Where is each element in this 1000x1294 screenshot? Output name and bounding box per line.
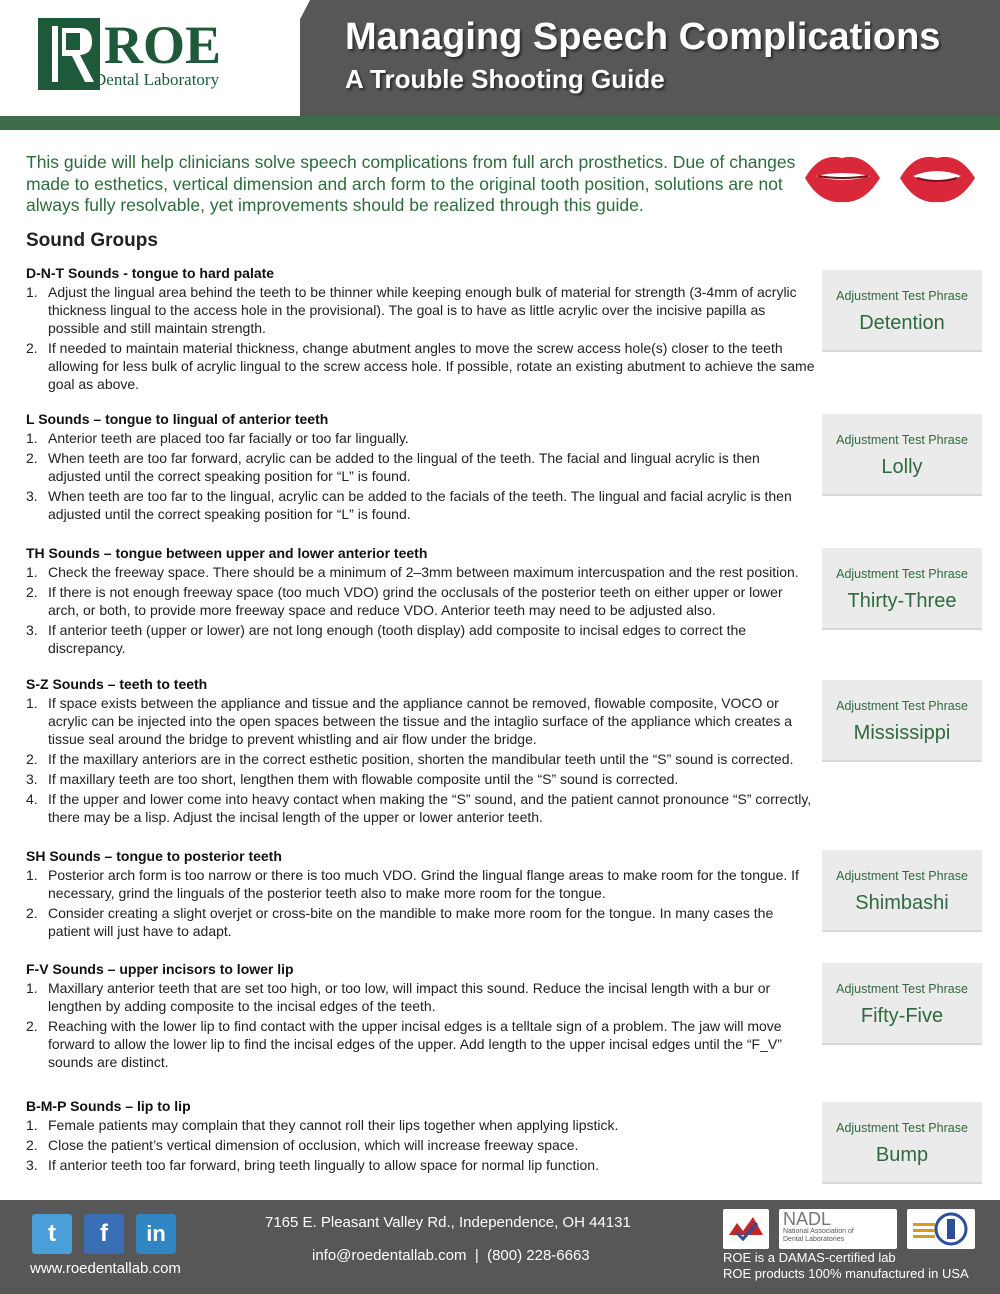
item-number: 1. bbox=[26, 867, 38, 883]
section-sh bbox=[26, 848, 816, 942]
cert-line-1: ROE is a DAMAS-certified lab bbox=[723, 1250, 896, 1265]
item-number: 2. bbox=[26, 1137, 38, 1153]
list-item bbox=[26, 563, 816, 581]
phrase-word: Shimbashi bbox=[855, 892, 949, 914]
contact-separator: | bbox=[474, 1247, 479, 1264]
logo-text: ROE bbox=[104, 15, 222, 75]
cdl-badge bbox=[907, 1209, 975, 1249]
phrase-label: Adjustment Test Phrase bbox=[836, 982, 968, 996]
cert-line-2: ROE products 100% manufactured in USA bbox=[723, 1266, 969, 1281]
email-link[interactable]: info@roedentallab.com bbox=[312, 1247, 467, 1264]
section-bmp bbox=[26, 1098, 816, 1176]
list-item bbox=[26, 1156, 816, 1174]
section-th bbox=[26, 545, 816, 659]
item-number: 2. bbox=[26, 450, 38, 466]
phone-link[interactable]: (800) 228-6663 bbox=[487, 1247, 590, 1264]
item-number: 1. bbox=[26, 430, 38, 446]
list-item bbox=[26, 1136, 816, 1154]
section-title: SH Sounds – tongue to posterior teeth bbox=[26, 848, 282, 864]
phrase-label: Adjustment Test Phrase bbox=[836, 869, 968, 883]
roe-logo-icon bbox=[38, 18, 100, 90]
list-item bbox=[26, 904, 816, 940]
item-number: 3. bbox=[26, 488, 38, 504]
phrase-label: Adjustment Test Phrase bbox=[836, 1121, 968, 1135]
list-item bbox=[26, 283, 816, 337]
item-number: 4. bbox=[26, 791, 38, 807]
item-text: If there is not enough freeway space (too much VDO) grind the occlusals of the posterior teeth on either upper or lower arch, or both, to provide more freeway space and reduce VDO. Anterior teeth may need to be adjusted also. bbox=[48, 584, 783, 618]
item-text: Maxillary anterior teeth that are set too high, or too low, will impact this sound. Reduce the incisal length with a bur or lengthen by adding composite to the incisal edges of the teeth. bbox=[48, 980, 771, 1014]
section-title: TH Sounds – tongue between upper and lower anterior teeth bbox=[26, 545, 428, 561]
list-item bbox=[26, 583, 816, 619]
item-text: When teeth are too far forward, acrylic can be added to the lingual of the teeth. The facial and lingual acrylic is then adjusted until the correct speaking position for “L” is found. bbox=[48, 450, 760, 484]
item-text: Female patients may complain that they cannot roll their lips together when applying lipstick. bbox=[48, 1117, 619, 1133]
list-item bbox=[26, 770, 816, 788]
item-number: 3. bbox=[26, 771, 38, 787]
section-title: B-M-P Sounds – lip to lip bbox=[26, 1098, 191, 1114]
damas-badge bbox=[723, 1209, 769, 1249]
header bbox=[0, 0, 1000, 116]
item-number: 1. bbox=[26, 1117, 38, 1133]
phrase-box-l bbox=[822, 414, 982, 496]
twitter-icon[interactable]: t bbox=[32, 1214, 72, 1254]
item-text: If the upper and lower come into heavy contact when making the “S” sound, and the patient cannot pronounce “S” correctly, there may be a lisp. Adjust the incisal length of the upper or lower anterior teeth. bbox=[48, 791, 812, 825]
item-number: 1. bbox=[26, 695, 38, 711]
phrase-label: Adjustment Test Phrase bbox=[836, 289, 968, 303]
phrase-word: Lolly bbox=[881, 456, 923, 478]
item-text: Close the patient’s vertical dimension of occlusion, which will increase freeway space. bbox=[48, 1137, 579, 1153]
item-number: 3. bbox=[26, 1157, 38, 1173]
page-title: Managing Speech Complications bbox=[345, 16, 941, 58]
section-title: D-N-T Sounds - tongue to hard palate bbox=[26, 265, 275, 281]
list-item bbox=[26, 694, 816, 748]
section-title: S-Z Sounds – teeth to teeth bbox=[26, 676, 208, 692]
list-item bbox=[26, 339, 816, 393]
website-link[interactable]: www.roedentallab.com bbox=[30, 1260, 181, 1277]
phrase-label: Adjustment Test Phrase bbox=[836, 433, 968, 447]
phrase-word: Mississippi bbox=[853, 722, 951, 744]
logo-subtext: Dental Laboratory bbox=[94, 70, 220, 89]
phrase-label: Adjustment Test Phrase bbox=[836, 699, 968, 713]
item-text: Posterior arch form is too narrow or there is too much VDO. Grind the lingual flange areas to make room for the tongue. If necessary, grind the linguals of the posterior teeth also to make more room for the tongue. bbox=[48, 867, 799, 901]
intro-paragraph: This guide will help clinicians solve speech complications from full arch prosthetics. Due of changes made to esthetics, vertical dimension and arch form to the original tooth position, solutions are not always fully resolvable, yet improvements should be realized through this guide. bbox=[26, 152, 796, 215]
sound-groups-heading: Sound Groups bbox=[26, 230, 158, 251]
section-sz bbox=[26, 676, 816, 828]
linkedin-icon[interactable]: in bbox=[136, 1214, 176, 1254]
item-number: 2. bbox=[26, 905, 38, 921]
section-fv bbox=[26, 961, 816, 1073]
lips-icon-right bbox=[900, 157, 975, 202]
phrase-word: Fifty-Five bbox=[860, 1005, 944, 1027]
item-text: Check the freeway space. There should be a minimum of 2–3mm between maximum intercuspation and the rest position. bbox=[48, 564, 799, 580]
list-item bbox=[26, 487, 816, 523]
list-item bbox=[26, 1116, 816, 1134]
phrase-word: Detention bbox=[859, 312, 945, 334]
phrase-box-sh bbox=[822, 850, 982, 932]
roe-logo[interactable] bbox=[38, 15, 238, 90]
section-l bbox=[26, 411, 816, 525]
item-text: If anterior teeth (upper or lower) are not long enough (tooth display) add composite to incisal edges to correct the discrepancy. bbox=[48, 622, 747, 656]
item-number: 1. bbox=[26, 980, 38, 996]
item-number: 3. bbox=[26, 622, 38, 638]
item-text: Reaching with the lower lip to find contact with the upper incisal edges is a telltale sign of a problem. The jaw will move forward to allow the lower lip to find the incisal edges of the upper. Add length to the upper incisal edges until the “F_V” sounds are distinct. bbox=[48, 1018, 782, 1070]
item-text: If needed to maintain material thickness, change abutment angles to move the screw access hole(s) closer to the teeth allowing for less bulk of acrylic lingual to the screw access hole. If possible, rotate an existing abutment to achieve the same goal as above. bbox=[48, 340, 815, 392]
item-number: 1. bbox=[26, 284, 38, 300]
list-item bbox=[26, 750, 816, 768]
item-text: Adjust the lingual area behind the teeth to be thinner while keeping enough bulk of material for strength (3-4mm of acrylic thickness lingual to the access hole in the provisional). The goal is to have as little acrylic over the incisive papilla as possible and still maintain strength. bbox=[48, 284, 797, 336]
footer-address: 7165 E. Pleasant Valley Rd., Independence, OH 44131 bbox=[265, 1214, 631, 1231]
section-dnt bbox=[26, 265, 816, 395]
item-number: 2. bbox=[26, 584, 38, 600]
facebook-icon[interactable]: f bbox=[84, 1214, 124, 1254]
list-item bbox=[26, 1017, 816, 1071]
item-number: 2. bbox=[26, 751, 38, 767]
list-item bbox=[26, 979, 816, 1015]
list-item bbox=[26, 449, 816, 485]
phrase-box-fv bbox=[822, 963, 982, 1045]
phrase-box-dnt bbox=[822, 270, 982, 352]
item-number: 1. bbox=[26, 564, 38, 580]
header-green-band bbox=[0, 116, 1000, 130]
item-text: Consider creating a slight overjet or cross-bite on the mandible to make more room for the tongue. In many cases the patient will just have to adapt. bbox=[48, 905, 774, 939]
item-text: Anterior teeth are placed too far facially or too far lingually. bbox=[48, 430, 409, 446]
page-subtitle: A Trouble Shooting Guide bbox=[345, 64, 665, 94]
section-title: L Sounds – tongue to lingual of anterior teeth bbox=[26, 411, 329, 427]
list-item bbox=[26, 866, 816, 902]
nadl-badge bbox=[779, 1209, 897, 1249]
phrase-box-sz bbox=[822, 680, 982, 762]
phrase-word: Bump bbox=[875, 1144, 929, 1166]
item-number: 2. bbox=[26, 1018, 38, 1034]
certified-lab-icon bbox=[907, 1209, 975, 1249]
item-text: When teeth are too far to the lingual, acrylic can be added to the facials of the teeth. The lingual and facial acrylic is then adjusted until the correct speaking position for “L” is found. bbox=[48, 488, 792, 522]
list-item bbox=[26, 790, 816, 826]
phrase-word: Thirty-Three bbox=[847, 590, 957, 612]
phrase-label: Adjustment Test Phrase bbox=[836, 567, 968, 581]
item-text: If maxillary teeth are too short, lengthen them with flowable composite until the “S” sound is corrected. bbox=[48, 771, 679, 787]
section-title: F-V Sounds – upper incisors to lower lip bbox=[26, 961, 294, 977]
item-text: If space exists between the appliance and tissue and the appliance cannot be removed, flowable composite, VOCO or acrylic can be injected into the open spaces between the tissue and the intaglio surface of the appliance which creates a tissue seal around the bridge to prevent whistling and air flow under the bridge. bbox=[48, 695, 793, 747]
nadl-text: NADL bbox=[783, 1209, 832, 1229]
footer-contact bbox=[312, 1247, 590, 1264]
list-item bbox=[26, 429, 816, 447]
nadl-subtext: National Association of Dental Laboratories bbox=[783, 1228, 854, 1243]
list-item bbox=[26, 621, 816, 657]
phrase-box-th bbox=[822, 548, 982, 630]
lips-icon-left bbox=[805, 157, 880, 202]
header-diagonal bbox=[250, 0, 310, 116]
item-text: If anterior teeth too far forward, bring teeth lingually to allow space for normal lip function. bbox=[48, 1157, 599, 1173]
item-number: 2. bbox=[26, 340, 38, 356]
damas-logo-icon bbox=[723, 1209, 769, 1249]
phrase-box-bmp bbox=[822, 1102, 982, 1184]
lips-illustration bbox=[800, 148, 980, 208]
item-text: If the maxillary anteriors are in the correct esthetic position, shorten the mandibular teeth until the “S” sound is corrected. bbox=[48, 751, 794, 767]
